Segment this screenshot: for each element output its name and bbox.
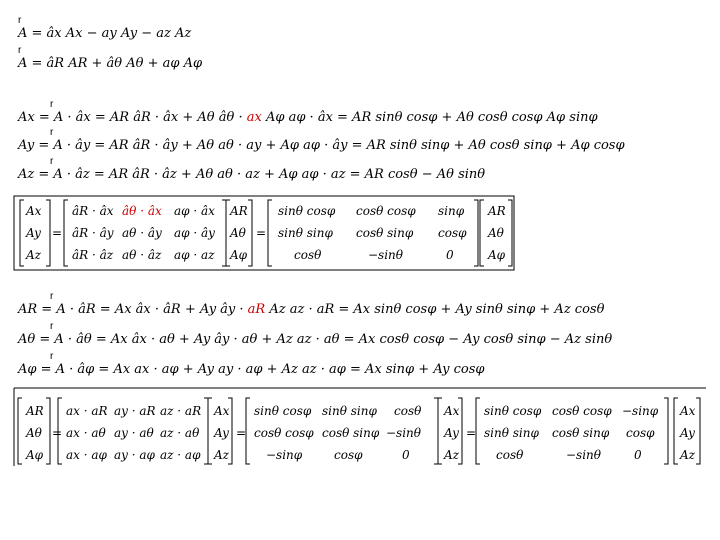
- matrix-box: [14, 196, 514, 270]
- bracket: [20, 200, 50, 266]
- equals-sign: =: [52, 226, 63, 240]
- matrix-cell: −sinφ: [266, 448, 303, 462]
- matrix-cell: Az: [680, 448, 695, 462]
- matrix-cell: ax · aθ: [66, 426, 106, 440]
- matrix-cell: −sinθ: [386, 426, 422, 440]
- matrix-cell: Aθ: [230, 226, 246, 240]
- bracket: [64, 200, 226, 266]
- bracket: [674, 398, 700, 464]
- equation-cartesian-vector: A = âx Ax − ay Ay − az Az: [18, 26, 192, 41]
- matrix-cell: sinθ sinφ: [322, 404, 377, 418]
- vector-mark: r: [50, 291, 54, 302]
- matrix-cell: âR · âx: [72, 204, 114, 218]
- bracket: [18, 398, 50, 464]
- matrix-cell: sinθ cosφ: [278, 204, 336, 218]
- vector-mark: r: [50, 351, 54, 362]
- equation-az-component: Az = A · âz = AR âR · âz + Aθ aθ · az + Aφ aφ · az = AR cosθ − Aθ sinθ: [18, 167, 486, 182]
- matrix-cell: Ay: [214, 426, 229, 440]
- matrix-cell: sinθ sinφ: [278, 226, 333, 240]
- bracket: [476, 398, 668, 464]
- matrix-cell: az · aθ: [160, 426, 200, 440]
- matrix-cell: cosθ: [496, 448, 524, 462]
- matrix-cell: cosφ: [626, 426, 655, 440]
- matrix-cell: Aθ: [26, 426, 42, 440]
- matrix-cell: aφ · âx: [174, 204, 215, 218]
- matrix-cell: −sinθ: [566, 448, 602, 462]
- matrix-cell: Aφ: [26, 448, 44, 462]
- vector-mark: r: [50, 156, 54, 167]
- matrix-cell: az · aφ: [160, 448, 201, 462]
- bracket: [208, 398, 232, 464]
- matrix-cell: Aφ: [488, 248, 506, 262]
- matrix-cell: cosθ sinφ: [356, 226, 414, 240]
- vector-mark: r: [50, 321, 54, 332]
- equation-ay-component: Ay = A · ây = AR âR · ây + Aθ aθ · ay + Aφ aφ · ây = AR sinθ sinφ + Aθ cosθ sinφ + Aφ cosφ: [18, 138, 625, 153]
- matrix-cell: −sinθ: [368, 248, 404, 262]
- matrix-cell: aφ · ây: [174, 226, 215, 240]
- matrix-cell: ay · aθ: [114, 426, 154, 440]
- matrix-cell: Ay: [680, 426, 695, 440]
- equals-sign: =: [52, 426, 63, 440]
- matrix-cell: Aθ: [488, 226, 504, 240]
- vector-mark: r: [18, 45, 22, 56]
- equals-sign: =: [236, 426, 247, 440]
- matrix-cell: sinθ cosφ: [254, 404, 312, 418]
- matrix-cell: ay · aφ: [114, 448, 155, 462]
- equation-spherical-vector: A = âR AR + âθ Aθ + aφ Aφ: [18, 56, 203, 71]
- matrix-cell: cosθ sinφ: [552, 426, 610, 440]
- equation-ax-component: Ax = A · âx = AR âR · âx + Aθ âθ · ax Aφ aφ · âx = AR sinθ cosφ + Aθ cosθ cosφ Aφ sinφ: [18, 110, 598, 125]
- matrix-cell: âR · ây: [72, 226, 114, 240]
- matrix-cell: cosθ cosφ: [552, 404, 612, 418]
- bracket: [246, 398, 438, 464]
- matrix-cell: aθ · âz: [122, 248, 162, 262]
- matrix-cell: ax · aR: [66, 404, 108, 418]
- vector-mark: r: [50, 99, 54, 110]
- matrix-cell: Ax: [444, 404, 460, 418]
- equals-sign: =: [466, 426, 477, 440]
- matrix-cell: Ay: [26, 226, 41, 240]
- matrix-cell: 0: [634, 448, 642, 462]
- matrix-cell: âθ · âx: [122, 204, 162, 218]
- matrix-cell: AR: [488, 204, 506, 218]
- matrix-cell: 0: [402, 448, 410, 462]
- matrix-cell: aθ · ây: [122, 226, 162, 240]
- matrix-cell: cosθ: [394, 404, 422, 418]
- matrix-cell: cosθ cosφ: [356, 204, 416, 218]
- matrix-cell: Ax: [214, 404, 230, 418]
- matrix-cell: az · aR: [160, 404, 202, 418]
- bracket: [480, 200, 512, 266]
- matrix-cell: cosθ sinφ: [322, 426, 380, 440]
- matrix-cell: aφ · az: [174, 248, 215, 262]
- matrix-cell: Az: [444, 448, 459, 462]
- matrix-cell: 0: [446, 248, 454, 262]
- matrix-cell: cosφ: [334, 448, 363, 462]
- matrix-cell: cosθ: [294, 248, 322, 262]
- equation-atheta-component: Aθ = A · âθ = Ax âx · aθ + Ay ây · aθ + Az az · aθ = Ax cosθ cosφ − Ay cosθ sinφ − Az sinθ: [18, 332, 613, 347]
- matrix-cell: cosφ: [438, 226, 467, 240]
- vector-mark: r: [50, 127, 54, 138]
- matrix-cell: Ax: [680, 404, 696, 418]
- matrix-cell: sinφ: [438, 204, 465, 218]
- bracket: [438, 398, 462, 464]
- matrix-cell: AR: [230, 204, 248, 218]
- matrix-cell: Ax: [26, 204, 42, 218]
- matrix-cell: Ay: [444, 426, 459, 440]
- matrix-cell: sinθ cosφ: [484, 404, 542, 418]
- matrix-cell: cosθ cosφ: [254, 426, 314, 440]
- bracket: [58, 398, 208, 464]
- highlight-term: ax: [246, 110, 262, 125]
- equation-aphi-component: Aφ = A · âφ = Ax ax · aφ + Ay ay · aφ + Az az · aφ = Ax sinφ + Ay cosφ: [18, 362, 485, 377]
- equation-ar-component: AR = A · âR = Ax âx · âR + Ay ây · aR Az az · aR = Ax sinθ cosφ + Ay sinθ sinφ + Az cosθ: [18, 302, 605, 317]
- matrix-cell: −sinφ: [622, 404, 659, 418]
- bracket: [268, 200, 478, 266]
- highlight-term: aR: [247, 302, 266, 317]
- matrix-cell: AR: [26, 404, 44, 418]
- vector-mark: r: [18, 15, 22, 26]
- matrix-cell: sinθ sinφ: [484, 426, 539, 440]
- matrix-cell: Az: [214, 448, 229, 462]
- matrix-cell: ax · aφ: [66, 448, 107, 462]
- bracket: [226, 200, 252, 266]
- matrix-cell: Aφ: [230, 248, 248, 262]
- matrix-cell: ay · aR: [114, 404, 156, 418]
- matrix-cell: Az: [26, 248, 41, 262]
- equals-sign: =: [256, 226, 267, 240]
- matrix-cell: âR · âz: [72, 248, 114, 262]
